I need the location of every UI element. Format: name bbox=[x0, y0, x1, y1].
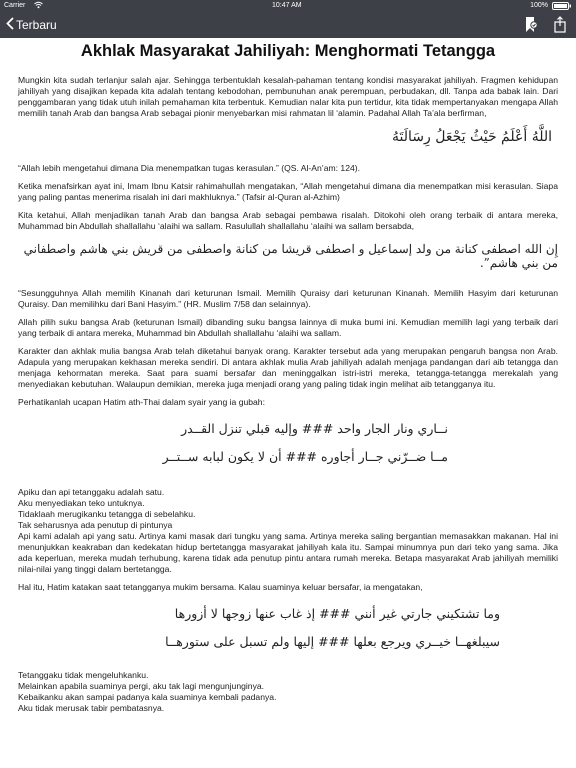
translation-line: Apiku dan api tetanggaku adalah satu. bbox=[18, 487, 165, 497]
status-bar bbox=[0, 0, 576, 12]
poem-line: مــا ضــرّني جــار أجاوره ### أن لا يكون لبابه ســتــر bbox=[162, 449, 448, 464]
poem-line: وما تشتكيني جارتي غير أنني ### إذ غاب عنها زوجها لا أزورها bbox=[174, 606, 500, 621]
translation-line: Aku menyediakan teko untuknya. bbox=[18, 498, 145, 508]
navigation-bar bbox=[0, 12, 576, 38]
article-body bbox=[18, 38, 558, 714]
wifi-icon bbox=[34, 1, 43, 11]
translation-line: Kebaikanku akan sampai padanya kala suaminya kembali padanya. bbox=[18, 692, 277, 702]
arabic-poem bbox=[18, 600, 558, 656]
bookmark-icon[interactable] bbox=[524, 16, 538, 33]
translation-line: Aku tidak merusak tabir pembatasnya. bbox=[18, 703, 165, 713]
paragraph: Karakter dan akhlak mulia bangsa Arab telah diketahui banyak orang. Karakter tersebut ada yang merupakan pengaruh bangsa non Arab. Adapula yang merupakan kekhasan mereka sendiri. Di antara akhlak mulia Arab jahiliyah adalah menjaga pandangan dari aib tetangga dan menjaga kehormatan mereka. Saat para suami bersafar dan meninggalkan istri-istri mereka, tetangga-tetangga merekalah yang menyediakan kebutuhan. Walaupun demikian, mereka juga menjadi orang yang paling tidak ingin melihat aib tetangganya itu. bbox=[18, 346, 558, 389]
paragraph: Kita ketahui, Allah menjadikan tanah Arab dan bangsa Arab sebagai pembawa risalah. Ditokohi oleh orang terbaik di antara mereka, Muhammad bin Abdullah shallallahu ‘alaihi wa sallam. Rasulullah shallallahu ‘alaihi wa sallam bersabda, bbox=[18, 210, 558, 231]
paragraph: “Allah lebih mengetahui dimana Dia menempatkan tugas kerasulan.” (QS. Al-An’am: 124). bbox=[18, 163, 361, 173]
back-label: Terbaru bbox=[16, 17, 57, 32]
arabic-hadith: إِن الله اصطفى كنانة من ولد إسماعيل و اصطفى قريشا من كنانة واصطفى من قريش بني هاشم واصطفاني من بني هاشم”. bbox=[23, 242, 558, 270]
paragraph: Mungkin kita sudah terlanjur salah ajar. Sehingga terbentuklah kesalah-pahaman tentang kondisi masyarakat jahiliyah. Fragmen kehidupan jahiliyah yang disajikan kepada kita adalah tentang kebodohan, pembunuhan anak perempuan, perbudakan, dll. Tanpa ada babak lain. Dari penggambaran yang tidak utuh inilah pemahaman kita terbentuk. Kemudian nalar kita pun tertidur, kita tidak mempertanyakan mengapa Allah memilih tanah Arab dan bangsa Arab sebagai pionir menyebarkan misi rahmatan lil ‘alamin. Padahal Allah Ta’ala berfirman, bbox=[18, 75, 558, 118]
poem-translation bbox=[18, 670, 558, 714]
arabic-poem bbox=[18, 415, 558, 471]
chevron-left-icon bbox=[6, 17, 14, 32]
translation-line: Tetanggaku tidak mengeluhkanku. bbox=[18, 670, 149, 680]
paragraph: Api kami adalah api yang satu. Artinya kami masak dari tungku yang sama. Artinya mereka saling bergantian memasakkan makanan. Hal ini menunjukkan keakraban dan kedekatan hidup bertetangga masyarakat jahiliyah kala itu. Sampai minumnya pun dari teko yang sama. Jika ada keperluan, mereka mudah terhubung, karena tidak ada penutup pintu antara rumah mereka. Betapa masyarakat Arab jahiliyah memiliki nilai-nilai yang tinggi dalam bertetangga. bbox=[18, 531, 558, 574]
paragraph: Perhatikanlah ucapan Hatim ath-Thai dalam syair yang ia gubah: bbox=[18, 397, 265, 407]
translation-line: Tidaklaah merugikanku tetangga di sebelahku. bbox=[18, 509, 196, 519]
paragraph: “Sesungguhnya Allah memilih Kinanah dari keturunan Ismail. Memilih Quraisy dari keturunan Kinanah. Memilih Hasyim dari keturunan Quraisy. Dan memilihku dari Bani Hasyim.” (HR. Muslim 7/58 dan selainnya). bbox=[18, 288, 558, 309]
poem-translation bbox=[18, 487, 558, 531]
article-title: Akhlak Masyarakat Jahiliyah: Menghormati Tetangga bbox=[80, 42, 496, 60]
poem-line: نــاري ونار الجار واحد ### وإليه قبلي تنزل القــدر bbox=[181, 421, 448, 436]
paragraph: Ketika menafsirkan ayat ini, Imam Ibnu Katsir rahimahullah mengatakan, “Allah mengetahui dimana dia menempatkan misi kerasulan. Siapa yang paling pantas menerima risalah ini dari makhluknya.” (Tafsir al-Quran al-Azhim) bbox=[18, 181, 558, 202]
arabic-verse: اللَّهُ أَعْلَمُ حَيْثُ يَجْعَلُ رِسَالَتَهُ bbox=[392, 129, 552, 145]
share-icon[interactable] bbox=[554, 16, 566, 33]
carrier-label: Carrier bbox=[4, 2, 26, 9]
back-button[interactable] bbox=[6, 17, 57, 32]
paragraph: Allah pilih suku bangsa Arab (keturunan Ismail) dibanding suku bangsa lainnya di muka bumi ini. Kemudian memilih lagi yang terbaik dari yang terbaik di antara mereka, Muhammad bin Abdullah shallallahu ‘alaihi wa sallam. bbox=[18, 317, 558, 338]
translation-line: Melainkan apabila suaminya pergi, aku tak lagi mengunjunginya. bbox=[18, 681, 265, 691]
battery-percent: 100% bbox=[530, 2, 548, 9]
poem-line: سيبلغهــا خيــري ويرجع بعلها ### إليها ولم تسبل على ستورهــا bbox=[165, 634, 500, 649]
translation-line: Tak seharusnya ada penutup di pintunya bbox=[18, 520, 173, 530]
status-time: 10:47 AM bbox=[272, 2, 302, 9]
battery-icon bbox=[552, 2, 572, 12]
paragraph: Hal itu, Hatim katakan saat tetangganya mukim bersama. Kalau suaminya keluar bersafar, ia mengatakan, bbox=[18, 582, 423, 592]
